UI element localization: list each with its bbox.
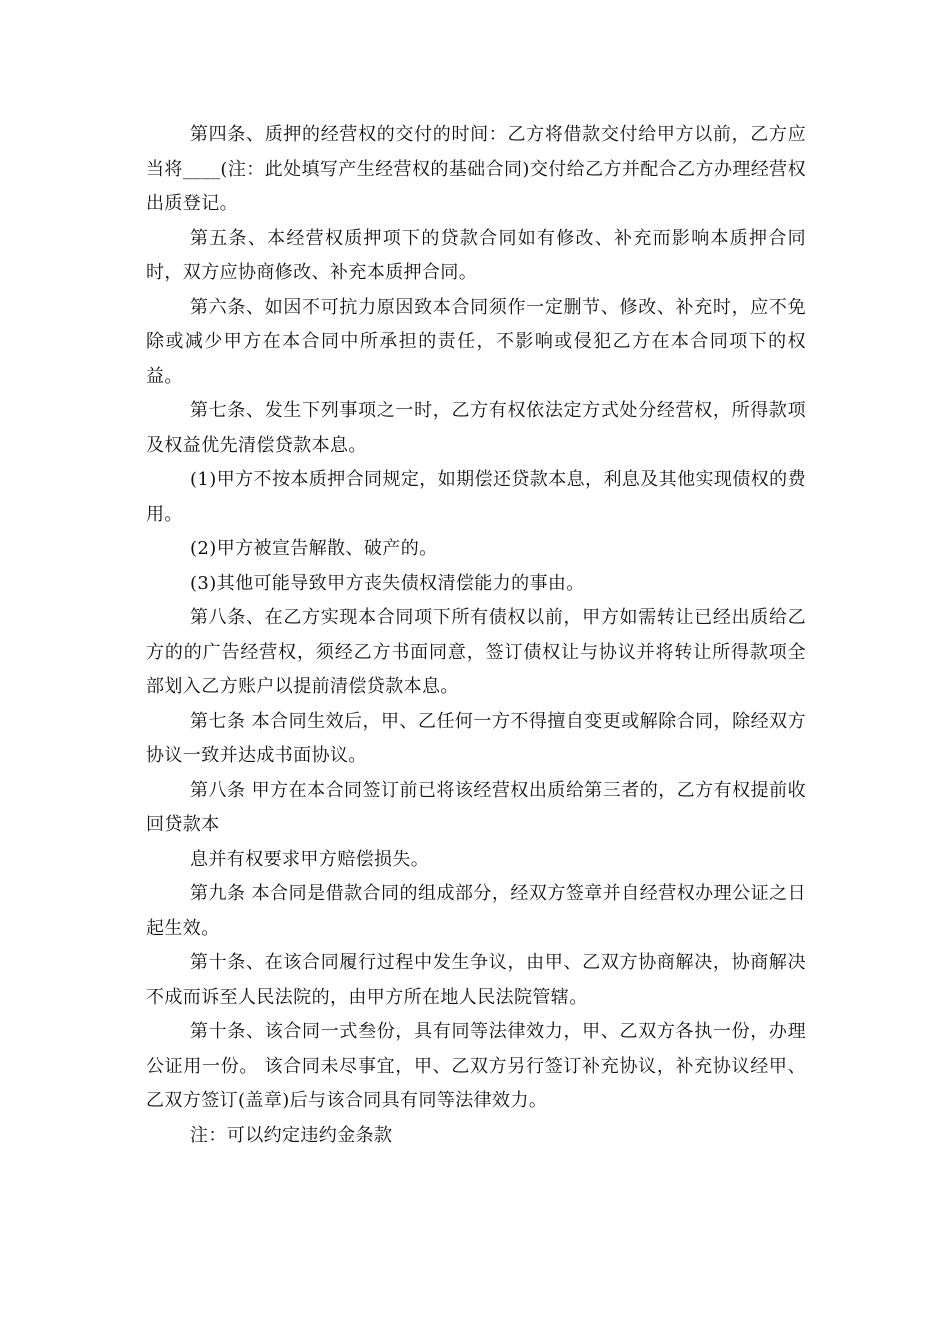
clause-8-continuation: 息并有权要求甲方赔偿损失。 bbox=[190, 848, 430, 870]
clause-10-copies: 第十条、该合同一式叁份，具有同等法律效力，甲、乙双方各执一份，办理公证用一份。 该合同未尽事宜，甲、乙双方另行签订补充协议，补充协议经甲、乙双方签订(盖章)后与该合同具有同等法律效力。 bbox=[146, 1021, 806, 1111]
clause-8-transfer: 第八条、在乙方实现本合同项下所有债权以前，甲方如需转让已经出质给乙方的的广告经营权，须经乙方书面同意，签订债权让与协议并将转让所得款项全部划入乙方账户以提前清偿贷款本息。 bbox=[146, 607, 806, 697]
clause-7-item-2: (2)甲方被宣告解散、破产的。 bbox=[190, 538, 438, 559]
document-body bbox=[146, 118, 806, 1153]
clause-6-force-majeure: 第六条、如因不可抗力原因致本合同须作一定删节、修改、补充时，应不免除或减少甲方在本合同中所承担的责任，不影响或侵犯乙方在本合同项下的权益。 bbox=[146, 296, 806, 387]
clause-10-disputes: 第十条、在该合同履行过程中发生争议，由甲、乙双方协商解决，协商解决不成而诉至人民法院的，由甲方所在地人民法院管辖。 bbox=[146, 952, 806, 1008]
clause-7-disposal-rights: 第七条、发生下列事项之一时，乙方有权依法定方式处分经营权，所得款项及权益优先清偿贷款本息。 bbox=[146, 400, 806, 456]
clause-7-effect: 第七条 本合同生效后，甲、乙任何一方不得擅自变更或解除合同，除经双方协议一致并达成书面协议。 bbox=[146, 710, 806, 766]
clause-7-item-1: (1)甲方不按本质押合同规定，如期偿还贷款本息，利息及其他实现债权的费用。 bbox=[146, 469, 806, 525]
clause-5-amendment: 第五条、本经营权质押项下的贷款合同如有修改、补充而影响本质押合同时，双方应协商修改、补充本质押合同。 bbox=[146, 227, 806, 283]
clause-4-delivery-time: 第四条、质押的经营权的交付的时间：乙方将借款交付给甲方以前，乙方应当将____(注：此处填写产生经营权的基础合同)交付给乙方并配合乙方办理经营权出质登记。 bbox=[146, 124, 806, 214]
clause-7-item-3: (3)其他可能导致甲方丧失债权清偿能力的事由。 bbox=[190, 572, 585, 594]
note-penalty-clause: 注：可以约定违约金条款 bbox=[190, 1124, 393, 1146]
clause-8-prior-pledge: 第八条 甲方在本合同签订前已将该经营权出质给第三者的，乙方有权提前收回贷款本 bbox=[146, 779, 806, 835]
clause-9-effectiveness: 第九条 本合同是借款合同的组成部分，经双方签章并自经营权办理公证之日起生效。 bbox=[146, 883, 806, 939]
